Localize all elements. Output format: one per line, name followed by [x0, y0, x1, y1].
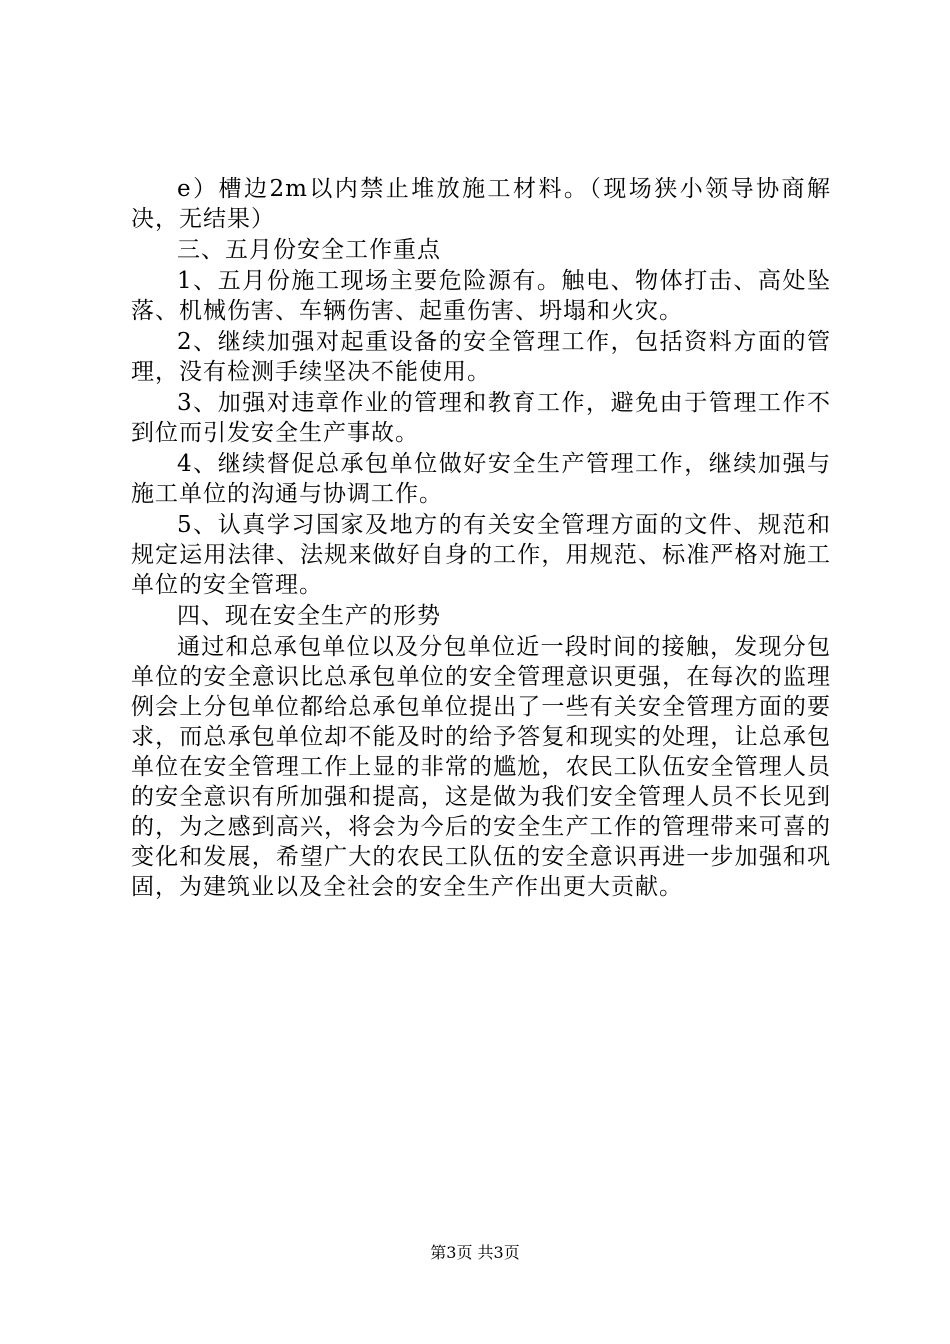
paragraph-item-3: 3、加强对违章作业的管理和教育工作，避免由于管理工作不到位而引发安全生产事故。: [131, 390, 831, 446]
paragraph-item-2: 2、继续加强对起重设备的安全管理工作，包括资料方面的管理，没有检测手续坚决不能使用。: [131, 329, 831, 385]
section-heading-current-situation: 四、现在安全生产的形势: [177, 603, 441, 629]
document-body: [131, 174, 831, 903]
section-heading-may-safety-focus: 三、五月份安全工作重点: [177, 237, 441, 263]
paragraph-item-4: 4、继续督促总承包单位做好安全生产管理工作，继续加强与施工单位的沟通与协调工作。: [131, 451, 831, 507]
paragraph-item-1: 1、五月份施工现场主要危险源有。触电、物体打击、高处坠落、机械伤害、车辆伤害、起重伤害、坍塌和火灾。: [131, 268, 831, 324]
paragraph-item-e: e）槽边2m以内禁止堆放施工材料。（现场狭小领导协商解决，无结果）: [131, 176, 831, 232]
page-footer: 第3页 共3页: [430, 1243, 520, 1262]
paragraph-situation-body: 通过和总承包单位以及分包单位近一段时间的接触，发现分包单位的安全意识比总承包单位的安全管理意识更强，在每次的监理例会上分包单位都给总承包单位提出了一些有关安全管理方面的要求，而总承包单位却不能及时的给予答复和现实的处理，让总承包单位在安全管理工作上显的非常的尴尬，农民工队伍安全管理人员的安全意识有所加强和提高，这是做为我们安全管理人员不长见到的，为之感到高兴，将会为今后的安全生产工作的管理带来可喜的变化和发展，希望广大的农民工队伍的安全意识再进一步加强和巩固，为建筑业以及全社会的安全生产作出更大贡献。: [131, 634, 831, 900]
paragraph-item-5: 5、认真学习国家及地方的有关安全管理方面的文件、规范和规定运用法律、法规来做好自身的工作，用规范、标准严格对施工单位的安全管理。: [131, 512, 831, 598]
